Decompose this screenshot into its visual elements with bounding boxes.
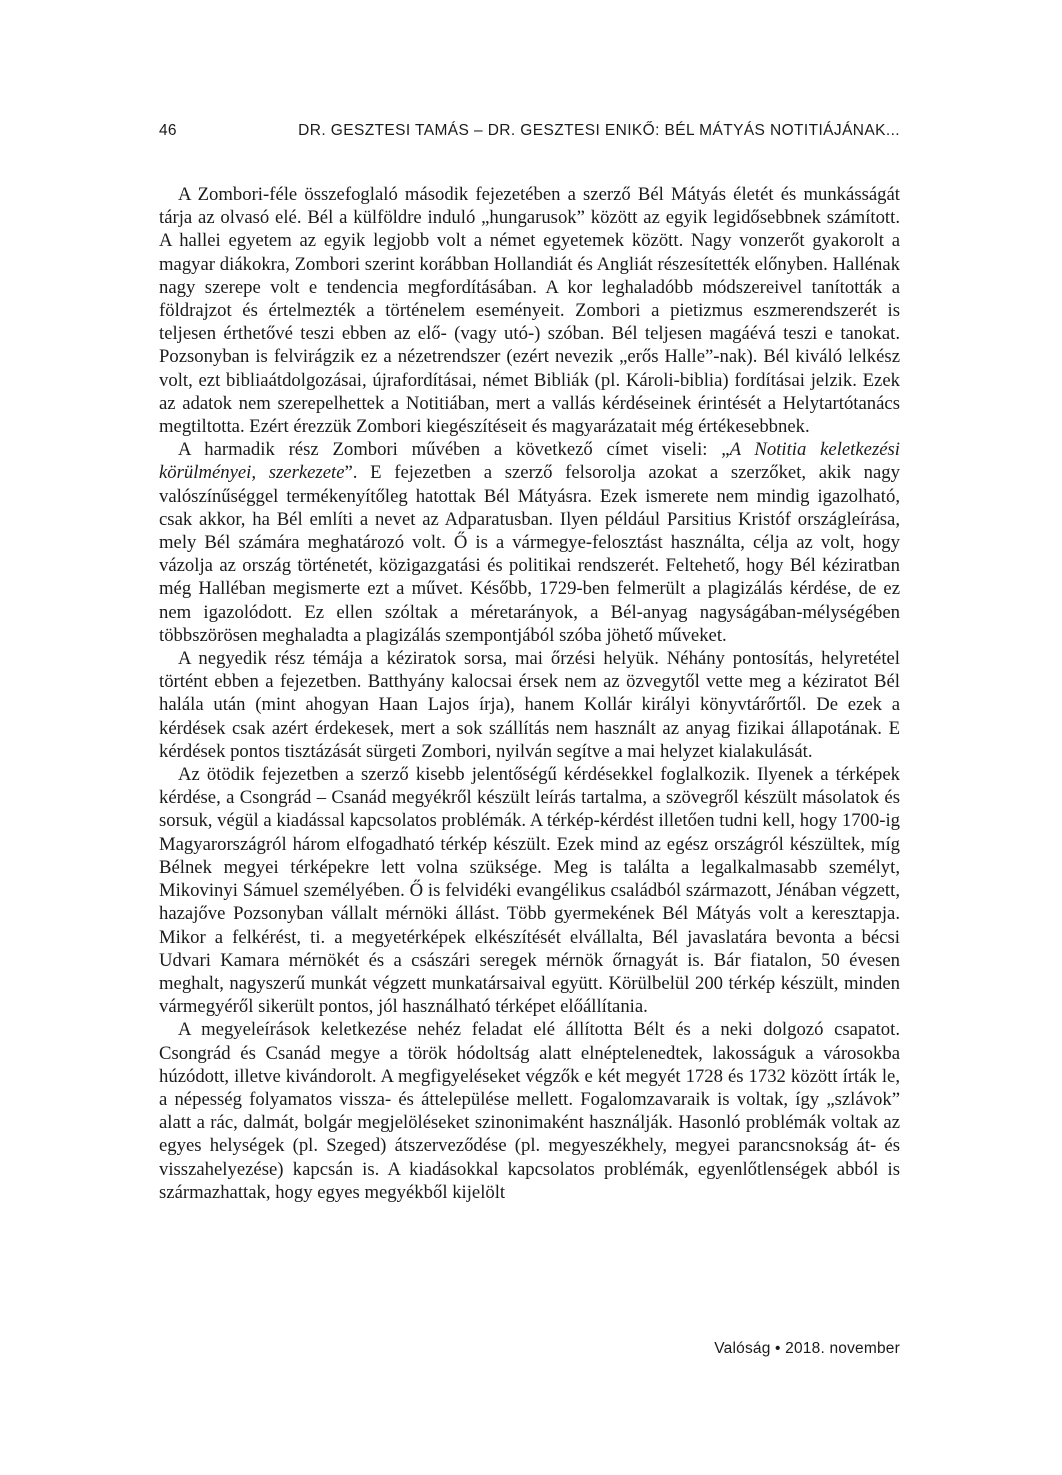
running-title: DR. GESZTESI TAMÁS – DR. GESZTESI ENIKŐ: BÉL MÁTYÁS NOTITIÁJÁNAK... — [298, 122, 900, 139]
cited-chapter-title: A Notitia keletkezési körülményei, szerkezete — [159, 439, 900, 484]
article-body — [159, 183, 900, 1204]
page-header — [159, 122, 900, 140]
page-number: 46 — [159, 122, 177, 139]
paragraph: A Zombori-féle összefoglaló második fejezetében a szerző Bél Mátyás életét és munkásságát tárja az olvasó elé. Bél a külföldre induló „hungarusok” között az egyik legidősebbnek számított. A hallei egyetem az egyik legjobb volt a német egyetemek között. Nagy vonzerőt gyakorolt a magyar diákokra, Zombori szerint korábban Hollandiát és Angliát részesítették előnyben. Hallénak nagy szerepe volt e tendencia megfordításában. A kor leghaladóbb módszereivel tanították a földrajzot és értelmezték a történelem eseményeit. Zombori a pietizmus eszmerendszerét is teljesen érthetővé teszi ebben az elő- (vagy utó-) szóban. Bél teljesen magáévá teszi e tanokat. Pozsonyban is felvirágzik ez a nézetrendszer (ezért nevezik „erős Halle”-nak). Bél kiváló lelkész volt, ezt bibliaátdolgozásai, újrafordításai, német Bibliák (pl. Károli-biblia) fordításai jelzik. Ezek az adatok nem szerepelhettek a Notitiában, mert a vallás kérdéseinek érintését a Helytartótanács megtiltotta. Ezért érezzük Zombori kiegészítéseit és magyarázatait még értékesebbnek. — [159, 184, 900, 438]
paragraph-text: A harmadik rész Zombori művében a következő címet viseli: „ — [178, 439, 730, 461]
paragraph — [159, 438, 900, 647]
paragraph-text: ”. E fejezetben a szerző felsorolja azokat a szerzőket, akik nagy valószínűséggel termékenyítőleg hatottak Bél Mátyásra. Ezek ismerete nem mindig igazolható, csak akkor, ha Bél említi a nevet az Adparatusban. Ilyen például Parsitius Kristóf országleírása, mely Bél számára meghatározó volt. Ő is a vármegye-felosztást használta, célja az volt, hogy vázolja az ország történetét, közigazgatási és politikai rendszerét. Feltehető, hogy Bél kéziratban még Halléban megismerte ezt a művet. Később, 1729-ben felmerült a plagizálás kérdése, de ez nem igazolódott. Ez ellen szóltak a méretarányok, a Bél-anyag nagyságában-mélységében többszörösen meghaladta a plagizálás szempontjából szóba jöhető műveket. — [159, 462, 900, 646]
paragraph: A megyeleírások keletkezése nehéz feladat elé állította Bélt és a neki dolgozó csapatot. Csongrád és Csanád megye a török hódoltság alatt elnéptelenedtek, lakosságuk a városokba húzódott, illetve kivándorolt. A megfigyeléseket végzők e két megyét 1728 és 1732 között írták le, a népesség folyamatos vissza- és áttelepülése mellett. Fogalomzavaraik is voltak, így „szlávok” alatt a rác, dalmát, bolgár megjelöléseket szinonimaként használják. Hasonló problémák voltak az egyes helységek (pl. Szeged) átszerveződése (pl. megyeszékhely, megyei parancsnokság át- és visszahelyezése) kapcsán is. A kiadásokkal kapcsolatos problémák, egyenlőtlenségek abból is származhattak, hogy egyes megyékből kijelölt — [159, 1019, 900, 1203]
paragraph: A negyedik rész témája a kéziratok sorsa, mai őrzési helyük. Néhány pontosítás, helyretétel történt ebben a fejezetben. Batthyány kalocsai érsek nem az özvegytől vette meg a kéziratot Bél halála után (mint ahogyan Haan Lajos írja), hanem Kollár királyi könyvtárőrtől. De ezek a kérdések csak azért érdekesek, mert a sok szállítás nem használt az anyag fizikai állapotának. E kérdések pontos tisztázását sürgeti Zombori, nyilván segítve a mai helyzet kialakulását. — [159, 648, 900, 762]
paragraph: Az ötödik fejezetben a szerző kisebb jelentőségű kérdésekkel foglalkozik. Ilyenek a térképek kérdése, a Csongrád – Csanád megyékről készült leírás tartalma, a szövegről készült másolatok és sorsuk, végül a kiadással kapcsolatos problémák. A térkép-kérdést illetően tudni kell, hogy 1700-ig Magyarországról három elfogadható térkép készült. Ezek mind az egész országról készültek, míg Bélnek megyei térképekre lett volna szüksége. Meg is találta a legalkalmasabb személyt, Mikovinyi Sámuel személyében. Ő is felvidéki evangélikus családból származott, Jénában végzett, hazajőve Pozsonyban vállalt mérnöki állást. Több gyermekének Bél Mátyás volt a keresztapja. Mikor a felkérést, ti. a megyetérképek elkészítését elvállalta, Bél javaslatára bevonta a bécsi Udvari Kamara mérnökét és a császári seregek mérnök őrnagyát is. Bár fiatalon, 50 évesen meghalt, nagyszerű munkát végzett munkatársaival együtt. Körülbelül 200 térkép készült, minden vármegyéről sikerült pontos, jól használható térképet előállítania. — [159, 764, 900, 1018]
page-footer: Valóság • 2018. november — [714, 1340, 900, 1357]
